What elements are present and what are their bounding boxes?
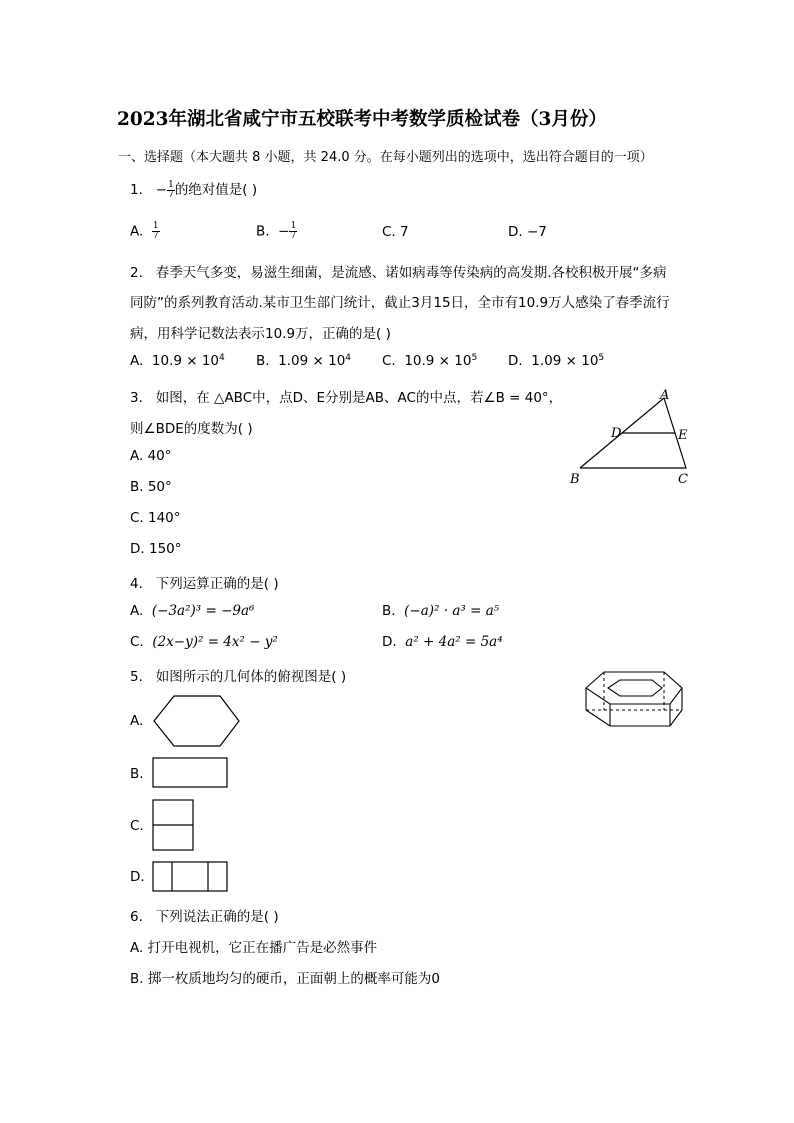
section-header: 一、选择题（本大题共 8 小题，共 24.0 分。在每小题列出的选项中，选出符合题目的一项）	[118, 150, 653, 165]
question-5: 5. 如图所示的几何体的俯视图是( )	[130, 669, 347, 685]
label-d: D	[611, 426, 622, 441]
q1-option-d[interactable]: D. −7	[508, 224, 547, 240]
question-1: 1. − $\frac{1}{7}$ 的绝对值是( )	[130, 179, 258, 200]
question-4: 4. 下列运算正确的是( )	[130, 576, 279, 592]
label-a: A	[660, 388, 670, 403]
fraction: $\frac{1}{7}$	[168, 179, 174, 200]
q1-option-a[interactable]: A. $\frac{1}{7}$	[130, 221, 159, 241]
q3-option-a[interactable]: A. 40°	[130, 448, 172, 464]
q3-option-d[interactable]: D. 150°	[130, 541, 182, 557]
question-2-line3: 病，用科学记数法表示10.9万，正确的是( )	[130, 326, 391, 342]
question-2: 2. 春季天气多变，易滋生细菌，是流感、诺如病毒等传染病的高发期.各校积极开展“多病	[130, 265, 667, 281]
q5-option-a-label[interactable]: A.	[130, 713, 144, 729]
question-2-line2: 同防”的系列教育活动.某市卫生部门统计，截止3月15日，全市有10.9万人感染了春季流行	[130, 295, 670, 311]
q1-option-b[interactable]: B. − $\frac{1}{7}$	[256, 221, 297, 241]
question-3: 3. 如图，在 △ABC中，点D、E分别是AB、AC的中点，若∠B = 40°，	[130, 390, 563, 406]
question-3-line2: 则∠BDE的度数为( )	[130, 421, 253, 437]
q5-option-c-split-square[interactable]	[152, 799, 196, 852]
q5-option-b-label[interactable]: B.	[130, 766, 144, 782]
hexagonal-prism-figure	[582, 660, 697, 738]
q4-option-c[interactable]: C. (2x−y)² = 4x² − y²	[130, 634, 278, 650]
label-b: B	[570, 472, 580, 487]
q6-option-b[interactable]: B. 掷一枚质地均匀的硬币，正面朝上的概率可能为0	[130, 971, 440, 987]
page-title: 2023年湖北省咸宁市五校联考中考数学质检试卷（3月份）	[117, 109, 607, 130]
q4-option-a[interactable]: A. (−3a²)³ = −9a⁶	[130, 603, 255, 619]
q1-option-c[interactable]: C. 7	[382, 224, 409, 240]
q2-option-d[interactable]: D. $1.09 \times 10^5$	[508, 353, 605, 369]
q6-option-a[interactable]: A. 打开电视机，它正在播广告是必然事件	[130, 940, 378, 956]
q5-option-a-hexagon[interactable]	[152, 694, 242, 749]
q3-option-c[interactable]: C. 140°	[130, 510, 181, 526]
q2-option-b[interactable]: B. $1.09 \times 10^4$	[256, 353, 352, 369]
triangle-figure	[560, 385, 710, 490]
label-c: C	[678, 472, 688, 487]
q5-option-d-label[interactable]: D.	[130, 869, 145, 885]
q2-option-a[interactable]: A. $10.9 \times 10^4$	[130, 353, 225, 369]
question-6: 6. 下列说法正确的是( )	[130, 909, 279, 925]
label-e: E	[678, 428, 688, 443]
q5-option-d-three-panel[interactable]	[152, 861, 230, 893]
q3-option-b[interactable]: B. 50°	[130, 479, 172, 495]
q5-option-c-label[interactable]: C.	[130, 818, 144, 834]
q4-option-d[interactable]: D. a² + 4a² = 5a⁴	[382, 634, 503, 650]
q2-option-c[interactable]: C. $10.9 \times 10^5$	[382, 353, 478, 369]
question-number: 1.	[130, 182, 143, 198]
q5-option-b-rectangle[interactable]	[152, 757, 230, 789]
q4-option-b[interactable]: B. (−a)² · a³ = a⁵	[382, 603, 500, 619]
